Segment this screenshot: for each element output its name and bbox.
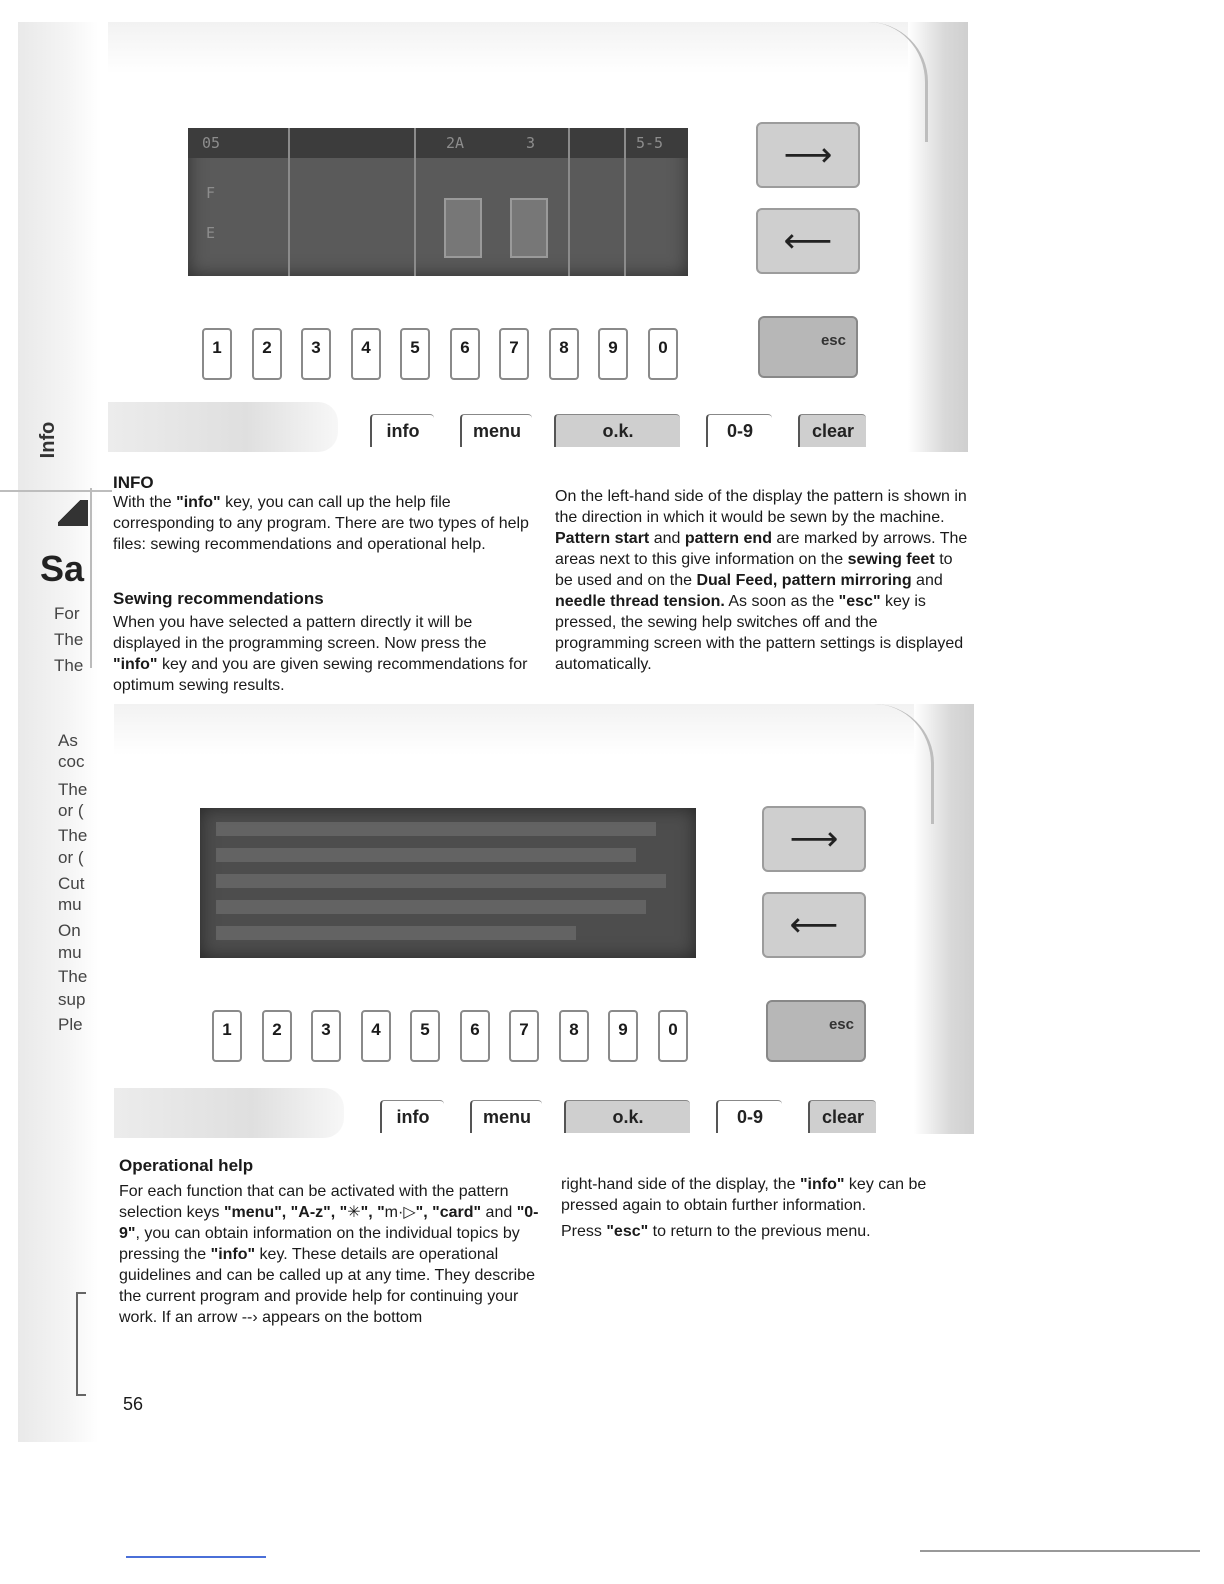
lcd-letter: E	[206, 224, 216, 242]
machine-panel-top	[108, 22, 968, 452]
bracket-mark	[76, 1292, 86, 1396]
number-key-6[interactable]: 6	[450, 328, 480, 380]
number-key-3[interactable]: 3	[301, 328, 331, 380]
panel-strip	[108, 402, 338, 452]
side-fragment: The	[54, 656, 84, 675]
digits-button[interactable]: 0-9	[716, 1100, 782, 1133]
number-key-3[interactable]: 3	[311, 1010, 341, 1062]
operational-help-left-text: For each function that can be activated with the pattern selection keys "menu", "A-z", "✳", "m·▷", "card" and "0-9", you can obtain information on the individual topics by pressing the "info" key. These details are operational guidelines and can be called up at any time. They describe the current program and provide help for continuing your work. If an arrow --› appears on the bottom	[119, 1183, 539, 1326]
number-key-8[interactable]: 8	[549, 328, 579, 380]
side-fragment: coc	[58, 752, 85, 771]
lcd-text-line	[216, 874, 666, 888]
side-fragment: The	[58, 826, 88, 845]
lcd-text-line	[216, 926, 576, 940]
side-fragment: Ple	[58, 1015, 83, 1034]
number-key-8[interactable]: 8	[559, 1010, 589, 1062]
footnote-rule	[126, 1556, 266, 1558]
lcd-letter: F	[206, 184, 216, 202]
sewing-recommendations-text: When you have selected a pattern directly it will be displayed in the programming screen. Now press the "info" key and you are given sewing recommendations for optimum sewing results.	[113, 614, 528, 694]
panel-strip	[114, 1088, 344, 1138]
lcd-display	[188, 128, 688, 276]
number-key-7[interactable]: 7	[509, 1010, 539, 1062]
number-key-2[interactable]: 2	[252, 328, 282, 380]
lcd-divider	[624, 128, 626, 276]
side-fragment: The	[58, 967, 88, 986]
ok-button[interactable]: o.k.	[564, 1100, 690, 1133]
clear-button[interactable]: clear	[798, 414, 866, 447]
number-key-9[interactable]: 9	[598, 328, 628, 380]
lcd-text-line	[216, 822, 656, 836]
arrow-right-button[interactable]: ⟶	[756, 122, 860, 188]
ok-button[interactable]: o.k.	[554, 414, 680, 447]
operational-help-right-text: right-hand side of the display, the "info" key can be pressed again to obtain further information.	[561, 1176, 927, 1214]
memory-symbol-icon: m·▷	[384, 1204, 416, 1221]
side-fragment: The	[54, 630, 84, 649]
arrow-left-button[interactable]: ⟵	[762, 892, 866, 958]
page-number: 56	[123, 1394, 144, 1414]
esc-button[interactable]: esc	[758, 316, 858, 378]
lcd-text-line	[216, 848, 636, 862]
brand-logo-icon	[58, 500, 88, 526]
side-fragment: For	[54, 604, 80, 623]
lcd-divider	[414, 128, 416, 276]
lcd-header	[188, 128, 688, 158]
lcd-header-cell: 5-5	[636, 134, 664, 152]
presser-foot-icon	[444, 198, 482, 258]
number-key-5[interactable]: 5	[400, 328, 430, 380]
arrow-right-button[interactable]: ⟶	[762, 806, 866, 872]
lcd-text-line	[216, 900, 646, 914]
lcd-divider	[568, 128, 570, 276]
menu-button[interactable]: menu	[460, 414, 532, 447]
presser-foot-icon	[510, 198, 548, 258]
info-button[interactable]: info	[380, 1100, 444, 1133]
sewing-recommendations-heading: Sewing recommendations	[113, 589, 324, 608]
number-key-4[interactable]: 4	[351, 328, 381, 380]
arrow-left-button[interactable]: ⟵	[756, 208, 860, 274]
menu-button[interactable]: menu	[470, 1100, 542, 1133]
number-key-0[interactable]: 0	[658, 1010, 688, 1062]
info-heading: INFO	[113, 473, 154, 492]
number-key-5[interactable]: 5	[410, 1010, 440, 1062]
number-key-6[interactable]: 6	[460, 1010, 490, 1062]
side-fragment: mu	[58, 943, 82, 962]
lcd-header-cell: 3	[526, 134, 536, 152]
bottom-rule	[920, 1550, 1200, 1552]
number-key-4[interactable]: 4	[361, 1010, 391, 1062]
info-intro: With the "info" key, you can call up the help file corresponding to any program. There are two types of help files: sewing recommendations and operational help.	[113, 494, 529, 553]
lcd-divider	[288, 128, 290, 276]
operational-help-esc-text: Press "esc" to return to the previous menu.	[561, 1223, 871, 1240]
info-button[interactable]: info	[370, 414, 434, 447]
number-key-1[interactable]: 1	[202, 328, 232, 380]
side-fragment: or (	[58, 848, 84, 867]
info-right-text: On the left-hand side of the display the pattern is shown in the direction in which it would be sewn by the machine. Pattern start and pattern end are marked by arrows. The areas next to this give information on the sewing feet to be used and on the Dual Feed, pattern mirroring and needle thread tension. As soon as the "esc" key is pressed, the sewing help switches off and the programming screen with the pattern settings is displayed automatically.	[555, 488, 968, 673]
side-fragment: The	[58, 780, 88, 799]
number-key-7[interactable]: 7	[499, 328, 529, 380]
side-fragment: On	[58, 921, 81, 940]
clear-button[interactable]: clear	[808, 1100, 876, 1133]
number-key-9[interactable]: 9	[608, 1010, 638, 1062]
side-fragment: sup	[58, 990, 86, 1009]
number-key-2[interactable]: 2	[262, 1010, 292, 1062]
side-fragment: Cut	[58, 874, 85, 893]
side-fragment: As	[58, 731, 78, 750]
esc-button[interactable]: esc	[766, 1000, 866, 1062]
side-fragment: or (	[58, 801, 84, 820]
lcd-display	[200, 808, 696, 958]
side-fragment: Sa	[40, 548, 85, 589]
lcd-header-cell: 2A	[446, 134, 465, 152]
operational-help-heading: Operational help	[119, 1156, 254, 1175]
side-fragment: mu	[58, 895, 82, 914]
digits-button[interactable]: 0-9	[706, 414, 772, 447]
side-tab-label: Info	[36, 421, 59, 459]
number-key-0[interactable]: 0	[648, 328, 678, 380]
machine-panel-bottom	[114, 704, 974, 1134]
stitch-symbol-icon: ✳	[347, 1204, 361, 1221]
side-divider	[0, 490, 112, 492]
side-divider-vertical	[90, 488, 92, 668]
number-key-1[interactable]: 1	[212, 1010, 242, 1062]
lcd-header-cell: 05	[202, 134, 221, 152]
